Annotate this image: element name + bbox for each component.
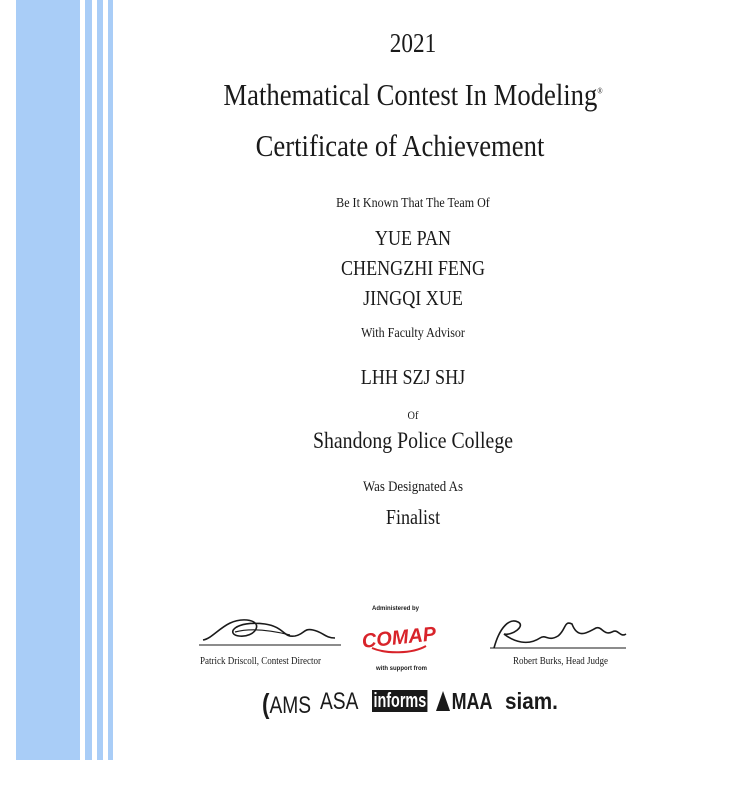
asa-logo-text: ASA — [320, 688, 359, 715]
comap-logo — [360, 618, 438, 656]
certificate-year: 2021 — [389, 28, 437, 58]
judge-caption: Robert Burks, Head Judge — [513, 656, 608, 667]
advisor-name: LHH SZJ SHJ — [360, 365, 466, 389]
director-signature — [195, 608, 345, 658]
team-member: CHENGZHI FENG — [341, 256, 485, 280]
asa-logo — [320, 688, 358, 716]
decorative-stripe — [85, 0, 92, 760]
decorative-stripe — [108, 0, 113, 760]
siam-logo: siam. — [505, 688, 558, 714]
maa-triangle-icon — [436, 691, 450, 711]
administered-label: Administered by — [372, 606, 420, 612]
informs-logo-text: informs — [373, 690, 427, 712]
designation-label: Was Designated As — [362, 479, 464, 495]
team-member: JINGQI XUE — [363, 286, 463, 310]
designation-value: Finalist — [385, 505, 441, 529]
college-name: Shandong Police College — [313, 428, 513, 453]
director-caption: Patrick Driscoll, Contest Director — [200, 656, 321, 667]
decorative-stripe — [97, 0, 103, 760]
ams-logo-text: AMS — [269, 692, 312, 719]
team-member: YUE PAN — [374, 226, 452, 250]
comap-logo-text: COMAP — [360, 623, 438, 653]
ams-logo: (AMS — [262, 688, 312, 719]
maa-logo — [436, 688, 492, 715]
contest-name-text: Mathematical Contest In Modeling — [223, 77, 598, 112]
informs-logo — [372, 690, 428, 713]
support-label: with support from — [376, 666, 427, 672]
of-label: Of — [407, 408, 419, 422]
registered-mark: ® — [597, 86, 603, 96]
maa-logo-text: MAA — [451, 688, 493, 714]
certificate-title: Certificate of Achievement — [255, 128, 545, 163]
advisor-label: With Faculty Advisor — [361, 326, 465, 341]
contest-name — [155, 77, 671, 113]
judge-signature — [488, 612, 628, 660]
decorative-stripe-wide — [16, 0, 80, 760]
intro-text: Be It Known That The Team Of — [336, 196, 490, 211]
